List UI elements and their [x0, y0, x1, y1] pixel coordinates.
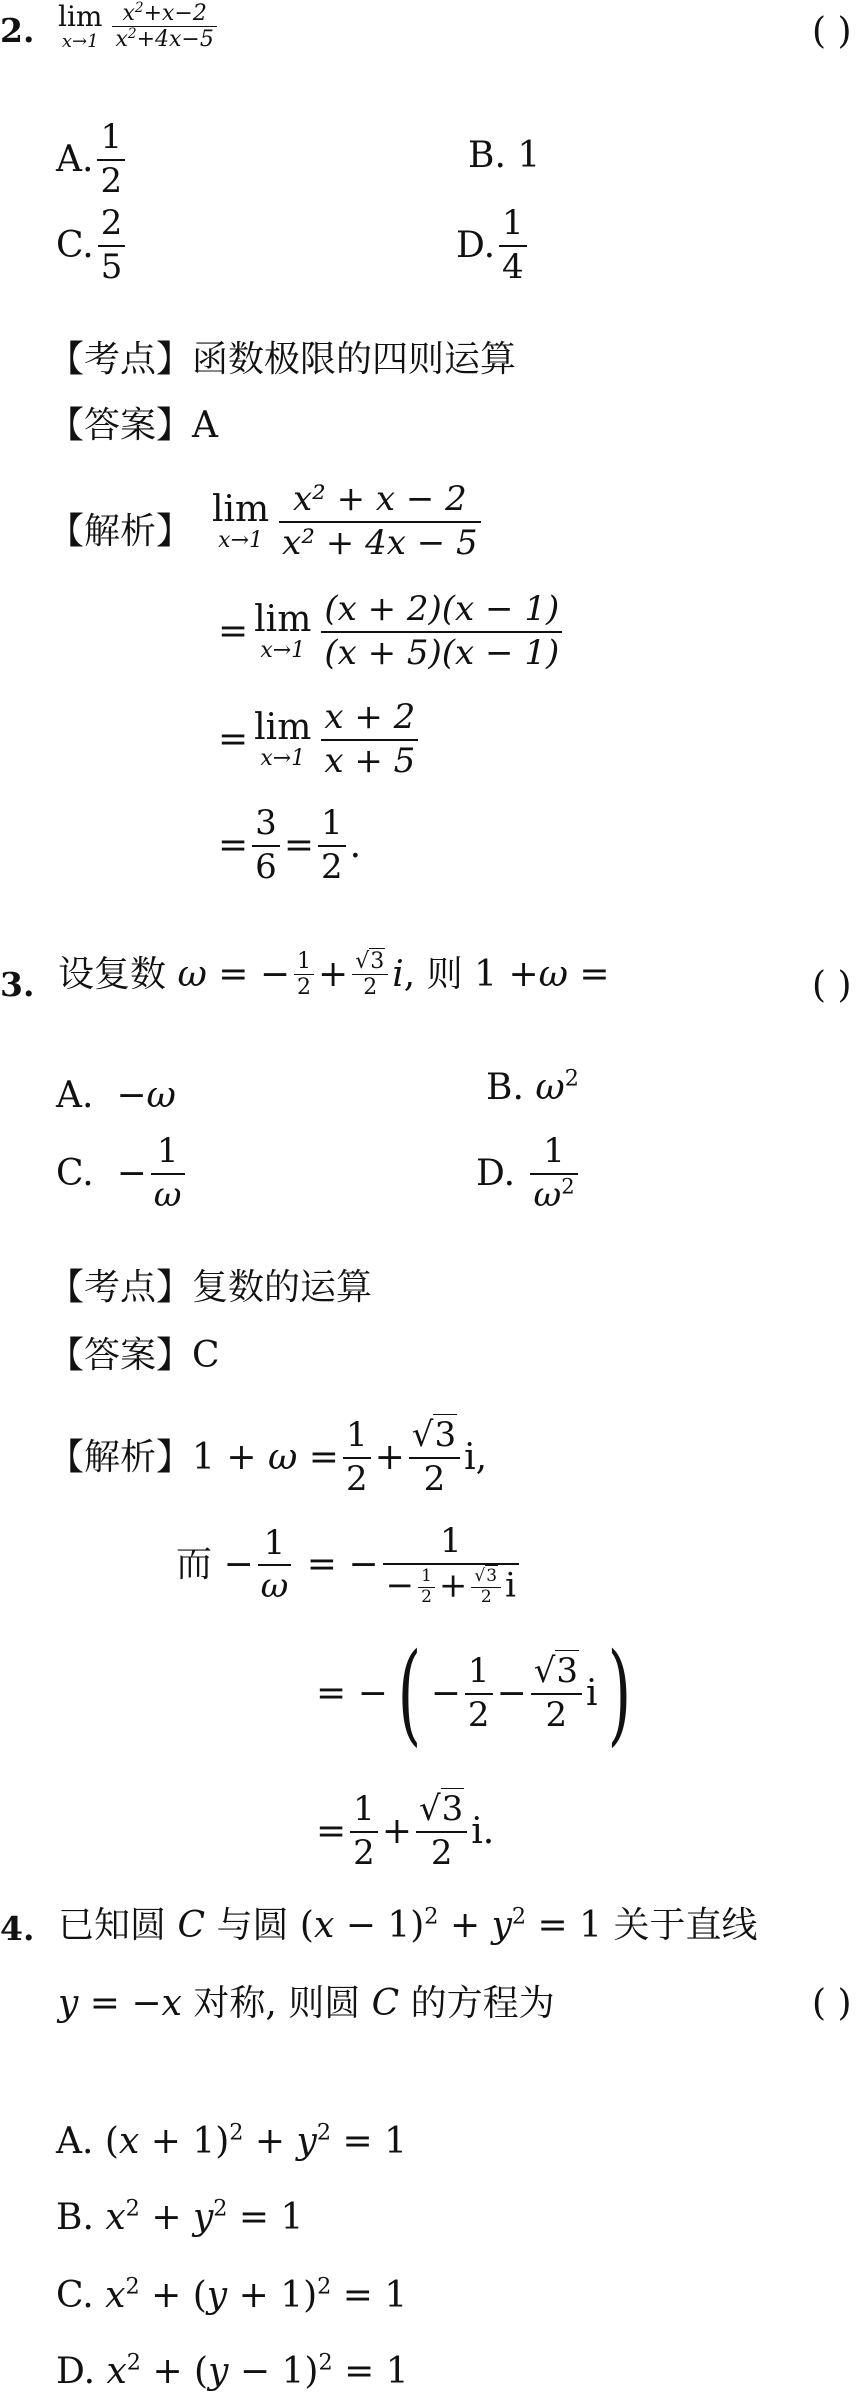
- answer-paren: ( ): [812, 1983, 852, 2024]
- kaodian-row: 【考点】复数的运算: [48, 1267, 373, 1308]
- option-b[interactable]: B. 1: [468, 135, 541, 176]
- question-stem: 设复数 ω = − $\frac{1}{2}$ + $\frac{√3}{2}$ i , 则 1 + ω =: [58, 949, 610, 1001]
- analysis-step-3: = lim x→1 $\frac{x + 2}{x + 5}$: [218, 700, 422, 779]
- option-b[interactable]: B. $\omega^2$: [486, 1065, 579, 1108]
- option-b[interactable]: B. $x^2 + y^2 = 1$: [56, 2195, 304, 2238]
- question-number: 3.: [0, 965, 35, 1004]
- analysis-step-3: = − ( − $\frac{1}{2}$ − $\frac{√3}{2}$ i ): [316, 1629, 631, 1757]
- analysis-step-1: 【解析】 1 + ω = $\frac{1}{2}$ + $\frac{√3}{2}$ i,: [48, 1415, 488, 1499]
- analysis-step-2: = lim x→1 $\frac{(x + 2)(x - 1)}{(x + 5)(x - 1)}$: [218, 592, 566, 671]
- question-stem-line-1: 已知圆 C 与圆 $(x - 1)^2 + y^2 = 1$ 关于直线: [58, 1903, 758, 1946]
- question-stem: lim x→1 $\frac{x^2+x-2}{x^2+4x-5}$: [58, 2, 221, 51]
- question-number: 2.: [0, 11, 35, 50]
- option-a[interactable]: A. $(x + 1)^2 + y^2 = 1$: [56, 2119, 408, 2162]
- question-number: 4.: [0, 1909, 35, 1948]
- kaodian-row: 【考点】函数极限的四则运算: [48, 339, 517, 380]
- option-c[interactable]: C. $x^2 + (y + 1)^2 = 1$: [56, 2273, 408, 2316]
- answer-paren: ( ): [812, 11, 852, 52]
- answer-row: 【答案】A: [48, 405, 219, 446]
- answer-row: 【答案】C: [48, 1335, 220, 1376]
- option-d[interactable]: D. $\frac{1}{4}$: [456, 206, 531, 285]
- analysis-step-2: 而 − $\frac{1}{\omega}$ = − 1 − $\frac{1}{2}$ + $\frac{√3}{2}$ i: [176, 1524, 523, 1606]
- option-a[interactable]: A. $\frac{1}{2}$: [56, 120, 129, 199]
- option-d[interactable]: D. $\frac{1}{\omega^2}$: [476, 1134, 582, 1213]
- option-c[interactable]: C. $\frac{2}{5}$: [56, 206, 129, 285]
- answer-paren: ( ): [812, 965, 852, 1006]
- analysis-step-4: = $\frac{3}{6}$ = $\frac{1}{2}$ .: [218, 803, 362, 887]
- analysis-label: 【解析】: [48, 511, 193, 552]
- analysis-step-4: = $\frac{1}{2}$ + $\frac{√3}{2}$ i.: [316, 1789, 495, 1873]
- option-d[interactable]: D. $x^2 + (y - 1)^2 = 1$: [56, 2349, 409, 2392]
- option-c[interactable]: C. − $\frac{1}{\omega}$: [56, 1134, 189, 1213]
- question-stem-line-2: y = −x 对称, 则圆 C 的方程为: [58, 1983, 555, 2024]
- analysis-step-1: lim x→1 $\frac{\text{x² + x − 2}}{\text{x² + 4x − 5}}$: [212, 482, 485, 561]
- option-a[interactable]: A. −ω: [56, 1075, 176, 1116]
- stem-fraction: $\frac{x^2+x-2}{x^2+4x-5}$: [112, 2, 216, 51]
